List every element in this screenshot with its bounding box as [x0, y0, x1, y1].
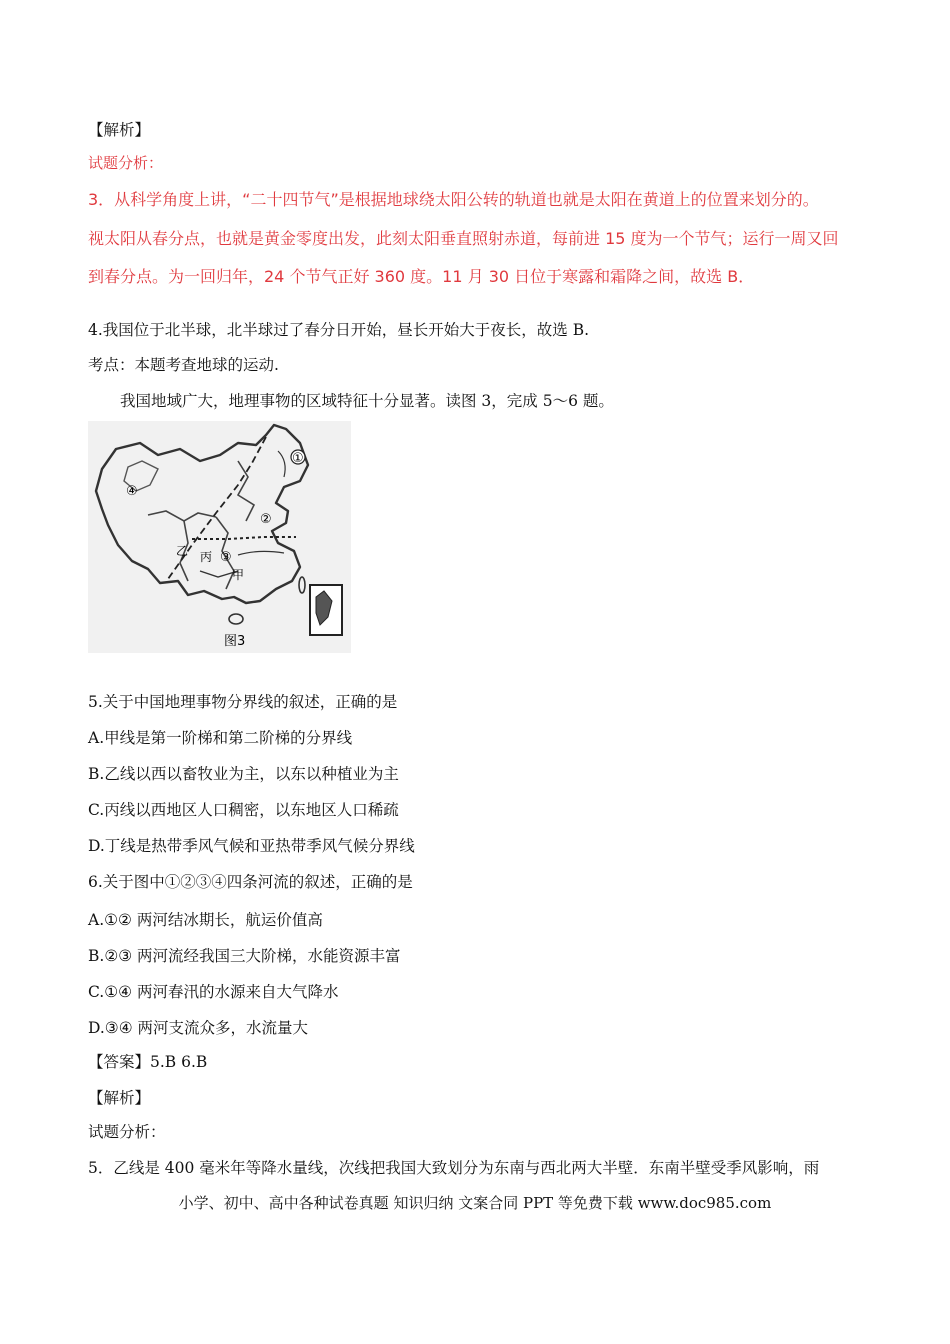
page-footer: 小学、初中、高中各种试卷真题 知识归纳 文案合同 PPT 等免费下载 www.doc985.com: [178, 1194, 772, 1212]
analysis-label-2: 试题分析：: [88, 1123, 166, 1141]
section-intro: 我国地域广大，地理事物的区域特征十分显著。读图 3，完成 5～6 题。: [120, 392, 614, 410]
q6-option-d: D.③④ 两河支流众多，水流量大: [88, 1019, 309, 1037]
q5-option-c: C.丙线以西地区人口稠密，以东地区人口稀疏: [88, 801, 399, 819]
label-river-4: ④: [126, 484, 138, 499]
taiwan-island: [299, 577, 305, 593]
red-explanation-line-2: 视太阳从春分点，也就是黄金零度出发，此刻太阳垂直照射赤道，每前进 15 度为一个节气；运行一周又回: [88, 229, 839, 248]
figure-caption: 图3: [224, 634, 246, 649]
label-line-bing: 丙: [200, 550, 213, 564]
q4-point: 考点：本题考查地球的运动.: [88, 356, 279, 374]
q5-stem: 5.关于中国地理事物分界线的叙述，正确的是: [88, 693, 398, 711]
label-river-3: ③: [220, 550, 232, 565]
analysis-heading: 【解析】: [88, 121, 151, 139]
q6-option-b: B.②③ 两河流经我国三大阶梯，水能资源丰富: [88, 947, 401, 965]
q6-stem: 6.关于图中①②③④四条河流的叙述，正确的是: [88, 873, 413, 891]
answer-line: 【答案】5.B 6.B: [88, 1053, 208, 1071]
q4-answer: 4.我国位于北半球，北半球过了春分日开始，昼长开始大于夜长，故选 B.: [88, 321, 590, 339]
label-river-1: ①: [292, 451, 304, 466]
red-analysis-label: 试题分析：: [88, 154, 164, 172]
china-map: [88, 421, 351, 653]
analysis-heading-2: 【解析】: [88, 1089, 151, 1107]
q5-option-a: A.甲线是第一阶梯和第二阶梯的分界线: [88, 729, 353, 747]
hainan-island: [229, 614, 243, 624]
q5-option-b: B.乙线以西以畜牧业为主，以东以种植业为主: [88, 765, 399, 783]
q6-option-a: A.①② 两河结冰期长，航运价值高: [88, 911, 323, 929]
red-explanation-line-1: 3．从科学角度上讲，“二十四节气”是根据地球绕太阳公转的轨道也就是太阳在黄道上的位置来划分的。: [88, 190, 819, 209]
label-line-yi: 乙: [176, 544, 189, 558]
q5-explanation: 5．乙线是 400 毫米年等降水量线，次线把我国大致划分为东南与西北两大半壁．东南半壁受季风影响，雨: [88, 1159, 820, 1177]
q5-option-d: D.丁线是热带季风气候和亚热带季风气候分界线: [88, 837, 415, 855]
label-line-jia: 甲: [232, 568, 245, 582]
q6-option-c: C.①④ 两河春汛的水源来自大气降水: [88, 983, 339, 1001]
label-river-2: ②: [260, 512, 272, 527]
china-map-figure: [88, 421, 351, 653]
red-explanation-line-3: 到春分点。为一回归年，24 个节气正好 360 度。11 月 30 日位于寒露和霜降之间，故选 B．: [88, 267, 755, 286]
